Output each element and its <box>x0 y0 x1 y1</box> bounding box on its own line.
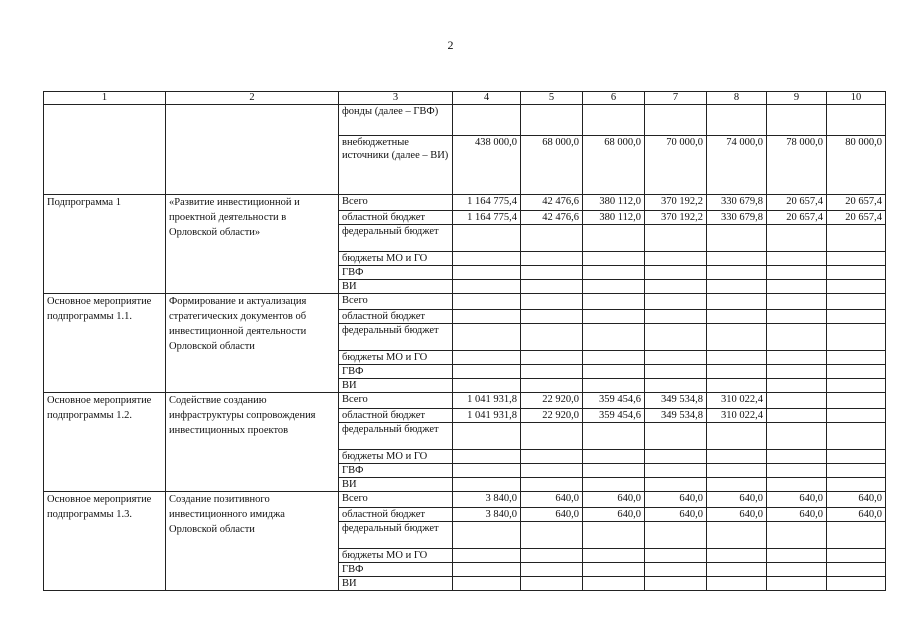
value-cell <box>767 563 827 577</box>
funding-source: ВИ <box>339 478 453 492</box>
value-cell <box>707 450 767 464</box>
value-cell <box>827 310 886 324</box>
value-cell <box>827 225 886 252</box>
funding-source: Всего <box>339 393 453 409</box>
value-cell <box>827 266 886 280</box>
value-cell <box>707 379 767 393</box>
value-cell <box>767 577 827 591</box>
value-cell <box>583 577 645 591</box>
value-cell <box>583 450 645 464</box>
value-cell <box>645 365 707 379</box>
value-cell <box>453 310 521 324</box>
value-cell <box>521 351 583 365</box>
col-header: 4 <box>453 92 521 105</box>
value-cell <box>583 280 645 294</box>
program-name: Подпрограмма 1 <box>44 195 166 294</box>
value-cell <box>767 423 827 450</box>
value-cell: 78 000,0 <box>767 136 827 195</box>
value-cell <box>521 105 583 136</box>
funding-source: федеральный бюджет <box>339 225 453 252</box>
value-cell: 640,0 <box>827 492 886 508</box>
value-cell <box>767 522 827 549</box>
value-cell <box>583 310 645 324</box>
value-cell <box>521 563 583 577</box>
value-cell <box>707 563 767 577</box>
value-cell <box>645 522 707 549</box>
value-cell <box>707 252 767 266</box>
value-cell: 20 657,4 <box>767 211 827 225</box>
funding-source: Всего <box>339 492 453 508</box>
funding-source: ВИ <box>339 577 453 591</box>
program-name: Основное мероприятие подпрограммы 1.1. <box>44 294 166 393</box>
value-cell <box>645 423 707 450</box>
value-cell: 438 000,0 <box>453 136 521 195</box>
funding-source: областной бюджет <box>339 211 453 225</box>
value-cell <box>767 351 827 365</box>
funding-source: федеральный бюджет <box>339 522 453 549</box>
value-cell: 42 476,6 <box>521 211 583 225</box>
page-number: 2 <box>447 38 454 52</box>
value-cell: 349 534,8 <box>645 409 707 423</box>
value-cell <box>453 379 521 393</box>
value-cell <box>827 450 886 464</box>
value-cell <box>453 478 521 492</box>
value-cell <box>453 280 521 294</box>
value-cell: 68 000,0 <box>583 136 645 195</box>
value-cell: 640,0 <box>767 492 827 508</box>
value-cell <box>453 365 521 379</box>
value-cell: 20 657,4 <box>827 195 886 211</box>
value-cell <box>583 379 645 393</box>
value-cell: 380 112,0 <box>583 195 645 211</box>
value-cell <box>767 549 827 563</box>
funding-source: ГВФ <box>339 365 453 379</box>
value-cell: 3 840,0 <box>453 492 521 508</box>
value-cell <box>827 409 886 423</box>
value-cell <box>583 351 645 365</box>
value-cell <box>453 423 521 450</box>
value-cell <box>767 409 827 423</box>
header-row <box>44 92 886 105</box>
value-cell <box>767 478 827 492</box>
value-cell <box>827 522 886 549</box>
value-cell <box>707 280 767 294</box>
value-cell <box>827 478 886 492</box>
value-cell <box>453 563 521 577</box>
value-cell <box>827 252 886 266</box>
value-cell <box>827 351 886 365</box>
value-cell <box>645 379 707 393</box>
value-cell: 74 000,0 <box>707 136 767 195</box>
funding-source: бюджеты МО и ГО <box>339 450 453 464</box>
value-cell <box>453 577 521 591</box>
funding-source: федеральный бюджет <box>339 423 453 450</box>
value-cell <box>827 294 886 310</box>
value-cell <box>767 280 827 294</box>
value-cell: 1 041 931,8 <box>453 409 521 423</box>
value-cell <box>583 549 645 563</box>
value-cell: 42 476,6 <box>521 195 583 211</box>
funding-source: областной бюджет <box>339 310 453 324</box>
value-cell: 380 112,0 <box>583 211 645 225</box>
value-cell <box>827 423 886 450</box>
value-cell <box>453 225 521 252</box>
value-cell <box>521 280 583 294</box>
col-header: 3 <box>339 92 453 105</box>
value-cell: 640,0 <box>707 508 767 522</box>
value-cell <box>767 365 827 379</box>
value-cell <box>767 393 827 409</box>
program-description: Создание позитивного инвестиционного имиджа Орловской области <box>166 492 339 591</box>
value-cell <box>827 464 886 478</box>
value-cell <box>521 266 583 280</box>
value-cell: 80 000,0 <box>827 136 886 195</box>
table-row <box>44 492 886 508</box>
funding-source: ГВФ <box>339 563 453 577</box>
value-cell <box>521 294 583 310</box>
value-cell <box>645 450 707 464</box>
col-header: 2 <box>166 92 339 105</box>
value-cell <box>707 225 767 252</box>
value-cell <box>827 365 886 379</box>
value-cell <box>645 225 707 252</box>
value-cell <box>645 549 707 563</box>
value-cell <box>521 379 583 393</box>
value-cell <box>645 464 707 478</box>
value-cell <box>521 522 583 549</box>
value-cell <box>453 464 521 478</box>
program-description: Содействие созданию инфраструктуры сопровождения инвестиционных проектов <box>166 393 339 492</box>
table-row <box>44 294 886 310</box>
funding-source: фонды (далее – ГВФ) <box>339 105 453 136</box>
value-cell <box>827 379 886 393</box>
value-cell: 1 041 931,8 <box>453 393 521 409</box>
value-cell <box>767 252 827 266</box>
value-cell <box>707 577 767 591</box>
value-cell <box>583 522 645 549</box>
value-cell <box>521 577 583 591</box>
value-cell <box>707 310 767 324</box>
value-cell <box>521 310 583 324</box>
value-cell <box>521 450 583 464</box>
col-header: 7 <box>645 92 707 105</box>
value-cell <box>645 351 707 365</box>
value-cell: 3 840,0 <box>453 508 521 522</box>
value-cell <box>707 549 767 563</box>
value-cell <box>645 252 707 266</box>
value-cell <box>767 464 827 478</box>
funding-source: бюджеты МО и ГО <box>339 351 453 365</box>
col-header: 10 <box>827 92 886 105</box>
value-cell <box>827 105 886 136</box>
value-cell <box>583 365 645 379</box>
value-cell <box>827 577 886 591</box>
col-header: 6 <box>583 92 645 105</box>
empty-cell <box>166 105 339 195</box>
funding-source: ГВФ <box>339 266 453 280</box>
value-cell <box>453 105 521 136</box>
value-cell: 640,0 <box>707 492 767 508</box>
value-cell <box>707 324 767 351</box>
value-cell <box>453 549 521 563</box>
value-cell <box>453 450 521 464</box>
value-cell <box>645 324 707 351</box>
value-cell <box>453 522 521 549</box>
table-row <box>44 195 886 211</box>
value-cell <box>645 577 707 591</box>
value-cell <box>707 423 767 450</box>
value-cell <box>645 280 707 294</box>
col-header: 1 <box>44 92 166 105</box>
value-cell: 640,0 <box>521 492 583 508</box>
value-cell: 70 000,0 <box>645 136 707 195</box>
value-cell: 640,0 <box>767 508 827 522</box>
value-cell <box>583 464 645 478</box>
value-cell <box>583 252 645 266</box>
funding-source: Всего <box>339 294 453 310</box>
value-cell <box>767 225 827 252</box>
value-cell <box>453 294 521 310</box>
col-header: 8 <box>707 92 767 105</box>
col-header: 5 <box>521 92 583 105</box>
value-cell: 640,0 <box>583 492 645 508</box>
value-cell <box>583 423 645 450</box>
col-header: 9 <box>767 92 827 105</box>
value-cell <box>827 280 886 294</box>
value-cell: 640,0 <box>521 508 583 522</box>
value-cell <box>767 105 827 136</box>
funding-source: областной бюджет <box>339 409 453 423</box>
value-cell <box>453 351 521 365</box>
value-cell: 370 192,2 <box>645 195 707 211</box>
value-cell <box>583 294 645 310</box>
value-cell <box>767 379 827 393</box>
value-cell <box>453 266 521 280</box>
value-cell: 20 657,4 <box>827 211 886 225</box>
funding-table <box>43 91 886 591</box>
value-cell: 330 679,8 <box>707 211 767 225</box>
value-cell <box>707 294 767 310</box>
value-cell <box>767 324 827 351</box>
value-cell: 640,0 <box>827 508 886 522</box>
value-cell <box>707 266 767 280</box>
value-cell <box>521 252 583 266</box>
value-cell: 20 657,4 <box>767 195 827 211</box>
value-cell <box>521 225 583 252</box>
value-cell <box>521 324 583 351</box>
value-cell <box>583 225 645 252</box>
value-cell <box>707 522 767 549</box>
value-cell <box>707 105 767 136</box>
program-description: «Развитие инвестиционной и проектной деятельности в Орловской области» <box>166 195 339 294</box>
value-cell <box>767 294 827 310</box>
value-cell <box>767 310 827 324</box>
program-name: Основное мероприятие подпрограммы 1.2. <box>44 393 166 492</box>
value-cell <box>827 324 886 351</box>
value-cell <box>583 105 645 136</box>
value-cell <box>521 549 583 563</box>
value-cell <box>645 105 707 136</box>
value-cell <box>521 464 583 478</box>
funding-source: ВИ <box>339 379 453 393</box>
value-cell: 330 679,8 <box>707 195 767 211</box>
value-cell: 370 192,2 <box>645 211 707 225</box>
value-cell <box>645 294 707 310</box>
value-cell: 310 022,4 <box>707 409 767 423</box>
program-name: Основное мероприятие подпрограммы 1.3. <box>44 492 166 591</box>
value-cell <box>645 563 707 577</box>
value-cell: 68 000,0 <box>521 136 583 195</box>
value-cell: 640,0 <box>645 492 707 508</box>
value-cell <box>827 549 886 563</box>
value-cell <box>583 478 645 492</box>
value-cell <box>583 266 645 280</box>
value-cell: 359 454,6 <box>583 393 645 409</box>
funding-source: ВИ <box>339 280 453 294</box>
value-cell: 1 164 775,4 <box>453 211 521 225</box>
table-row <box>44 105 886 136</box>
value-cell <box>707 365 767 379</box>
table-row <box>44 393 886 409</box>
value-cell <box>583 563 645 577</box>
funding-source: федеральный бюджет <box>339 324 453 351</box>
value-cell: 640,0 <box>645 508 707 522</box>
funding-source: Всего <box>339 195 453 211</box>
value-cell: 1 164 775,4 <box>453 195 521 211</box>
table-body <box>44 92 886 591</box>
funding-source: областной бюджет <box>339 508 453 522</box>
funding-source: бюджеты МО и ГО <box>339 252 453 266</box>
value-cell <box>707 478 767 492</box>
funding-source: бюджеты МО и ГО <box>339 549 453 563</box>
value-cell <box>645 310 707 324</box>
value-cell: 640,0 <box>583 508 645 522</box>
value-cell: 310 022,4 <box>707 393 767 409</box>
value-cell <box>767 266 827 280</box>
value-cell <box>521 423 583 450</box>
program-description: Формирование и актуализация стратегических документов об инвестиционной деятельности Орловской области <box>166 294 339 393</box>
value-cell <box>767 450 827 464</box>
value-cell <box>645 266 707 280</box>
value-cell <box>827 393 886 409</box>
value-cell <box>453 324 521 351</box>
value-cell <box>707 351 767 365</box>
value-cell <box>827 563 886 577</box>
value-cell <box>645 478 707 492</box>
value-cell: 22 920,0 <box>521 393 583 409</box>
value-cell <box>521 478 583 492</box>
empty-cell <box>44 105 166 195</box>
value-cell <box>707 464 767 478</box>
value-cell <box>453 252 521 266</box>
value-cell <box>521 365 583 379</box>
funding-source: ГВФ <box>339 464 453 478</box>
value-cell <box>583 324 645 351</box>
value-cell: 349 534,8 <box>645 393 707 409</box>
value-cell: 22 920,0 <box>521 409 583 423</box>
value-cell: 359 454,6 <box>583 409 645 423</box>
funding-source: внебюджетные источники (далее – ВИ) <box>339 136 453 195</box>
